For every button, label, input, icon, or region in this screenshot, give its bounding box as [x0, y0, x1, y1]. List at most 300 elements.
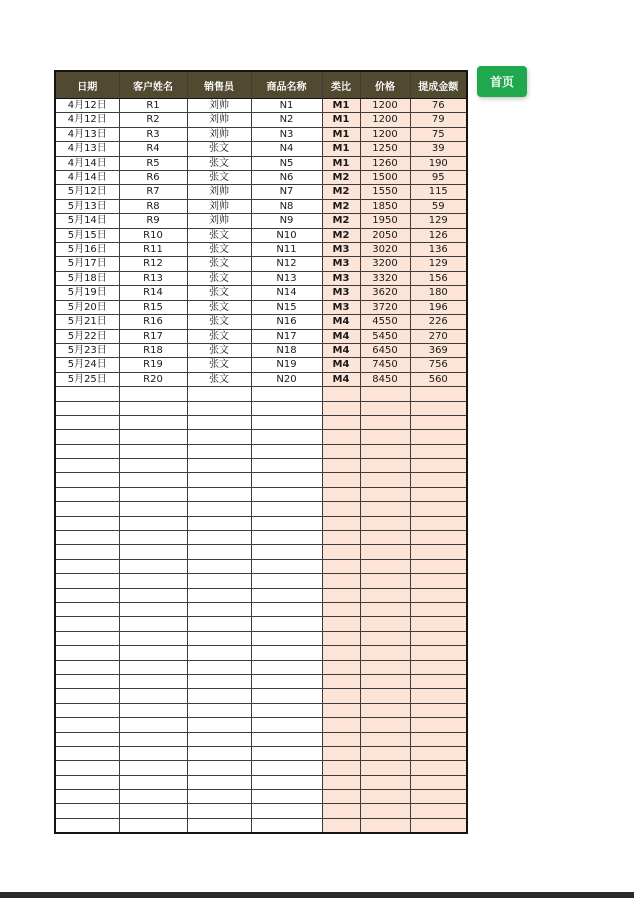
- cell-date[interactable]: 5月19日: [55, 286, 119, 300]
- cell-category[interactable]: [322, 746, 360, 760]
- cell-commission[interactable]: [410, 703, 467, 717]
- cell-salesperson[interactable]: 张文: [187, 286, 251, 300]
- cell-price[interactable]: 1260: [360, 156, 410, 170]
- cell-customer-name[interactable]: [119, 473, 187, 487]
- cell-date[interactable]: [55, 430, 119, 444]
- cell-commission[interactable]: [410, 790, 467, 804]
- cell-customer-name[interactable]: R17: [119, 329, 187, 343]
- cell-price[interactable]: 5450: [360, 329, 410, 343]
- cell-customer-name[interactable]: R1: [119, 99, 187, 113]
- cell-product-name[interactable]: [251, 473, 322, 487]
- cell-category[interactable]: [322, 804, 360, 818]
- cell-date[interactable]: [55, 588, 119, 602]
- cell-date[interactable]: 5月23日: [55, 343, 119, 357]
- cell-price[interactable]: 1550: [360, 185, 410, 199]
- cell-salesperson[interactable]: [187, 660, 251, 674]
- cell-category[interactable]: M2: [322, 185, 360, 199]
- cell-product-name[interactable]: N7: [251, 185, 322, 199]
- cell-price[interactable]: 8450: [360, 372, 410, 386]
- cell-category[interactable]: [322, 516, 360, 530]
- cell-date[interactable]: [55, 703, 119, 717]
- cell-product-name[interactable]: N6: [251, 171, 322, 185]
- cell-commission[interactable]: [410, 746, 467, 760]
- cell-price[interactable]: [360, 415, 410, 429]
- cell-price[interactable]: [360, 401, 410, 415]
- cell-date[interactable]: [55, 387, 119, 401]
- cell-customer-name[interactable]: [119, 631, 187, 645]
- cell-commission[interactable]: [410, 444, 467, 458]
- cell-salesperson[interactable]: 张文: [187, 372, 251, 386]
- cell-salesperson[interactable]: [187, 487, 251, 501]
- cell-date[interactable]: [55, 545, 119, 559]
- cell-salesperson[interactable]: [187, 617, 251, 631]
- cell-product-name[interactable]: [251, 559, 322, 573]
- cell-price[interactable]: [360, 790, 410, 804]
- cell-category[interactable]: [322, 401, 360, 415]
- cell-date[interactable]: [55, 674, 119, 688]
- cell-salesperson[interactable]: [187, 415, 251, 429]
- cell-price[interactable]: 3200: [360, 257, 410, 271]
- column-header-commission[interactable]: 提成金额: [410, 71, 467, 99]
- cell-salesperson[interactable]: 张文: [187, 257, 251, 271]
- cell-price[interactable]: [360, 574, 410, 588]
- cell-date[interactable]: [55, 761, 119, 775]
- cell-commission[interactable]: 75: [410, 127, 467, 141]
- cell-date[interactable]: 5月16日: [55, 243, 119, 257]
- cell-salesperson[interactable]: [187, 502, 251, 516]
- cell-date[interactable]: 5月18日: [55, 271, 119, 285]
- cell-date[interactable]: [55, 602, 119, 616]
- cell-salesperson[interactable]: 张文: [187, 171, 251, 185]
- cell-price[interactable]: [360, 430, 410, 444]
- cell-product-name[interactable]: [251, 818, 322, 833]
- cell-date[interactable]: [55, 718, 119, 732]
- cell-product-name[interactable]: N3: [251, 127, 322, 141]
- cell-salesperson[interactable]: [187, 804, 251, 818]
- cell-salesperson[interactable]: 刘帅: [187, 185, 251, 199]
- cell-salesperson[interactable]: [187, 761, 251, 775]
- cell-customer-name[interactable]: [119, 602, 187, 616]
- cell-price[interactable]: 7450: [360, 358, 410, 372]
- cell-customer-name[interactable]: [119, 617, 187, 631]
- cell-salesperson[interactable]: 刘帅: [187, 127, 251, 141]
- cell-product-name[interactable]: N13: [251, 271, 322, 285]
- cell-price[interactable]: [360, 689, 410, 703]
- cell-salesperson[interactable]: [187, 631, 251, 645]
- cell-category[interactable]: M1: [322, 127, 360, 141]
- cell-date[interactable]: [55, 516, 119, 530]
- cell-product-name[interactable]: [251, 588, 322, 602]
- cell-price[interactable]: 1500: [360, 171, 410, 185]
- cell-price[interactable]: [360, 746, 410, 760]
- cell-commission[interactable]: 560: [410, 372, 467, 386]
- cell-price[interactable]: [360, 588, 410, 602]
- cell-category[interactable]: M3: [322, 300, 360, 314]
- cell-commission[interactable]: [410, 761, 467, 775]
- cell-category[interactable]: M4: [322, 329, 360, 343]
- cell-customer-name[interactable]: R9: [119, 214, 187, 228]
- cell-price[interactable]: 4550: [360, 315, 410, 329]
- cell-customer-name[interactable]: R10: [119, 228, 187, 242]
- cell-category[interactable]: [322, 531, 360, 545]
- cell-commission[interactable]: 270: [410, 329, 467, 343]
- cell-salesperson[interactable]: [187, 559, 251, 573]
- cell-price[interactable]: [360, 602, 410, 616]
- cell-date[interactable]: 4月14日: [55, 156, 119, 170]
- cell-salesperson[interactable]: [187, 387, 251, 401]
- cell-salesperson[interactable]: 刘帅: [187, 199, 251, 213]
- cell-product-name[interactable]: [251, 430, 322, 444]
- cell-price[interactable]: 1950: [360, 214, 410, 228]
- cell-price[interactable]: [360, 459, 410, 473]
- cell-date[interactable]: [55, 746, 119, 760]
- cell-customer-name[interactable]: [119, 487, 187, 501]
- cell-commission[interactable]: [410, 502, 467, 516]
- cell-salesperson[interactable]: [187, 718, 251, 732]
- cell-product-name[interactable]: [251, 790, 322, 804]
- cell-category[interactable]: M1: [322, 142, 360, 156]
- cell-customer-name[interactable]: [119, 689, 187, 703]
- cell-commission[interactable]: [410, 732, 467, 746]
- cell-product-name[interactable]: N4: [251, 142, 322, 156]
- cell-salesperson[interactable]: [187, 531, 251, 545]
- cell-salesperson[interactable]: [187, 545, 251, 559]
- cell-salesperson[interactable]: [187, 746, 251, 760]
- cell-price[interactable]: 1200: [360, 113, 410, 127]
- cell-salesperson[interactable]: 张文: [187, 329, 251, 343]
- cell-category[interactable]: [322, 588, 360, 602]
- cell-category[interactable]: M2: [322, 214, 360, 228]
- cell-customer-name[interactable]: [119, 790, 187, 804]
- cell-product-name[interactable]: N1: [251, 99, 322, 113]
- cell-salesperson[interactable]: [187, 401, 251, 415]
- cell-customer-name[interactable]: R13: [119, 271, 187, 285]
- cell-commission[interactable]: 95: [410, 171, 467, 185]
- cell-salesperson[interactable]: [187, 459, 251, 473]
- cell-price[interactable]: [360, 761, 410, 775]
- cell-commission[interactable]: 369: [410, 343, 467, 357]
- cell-category[interactable]: M3: [322, 271, 360, 285]
- cell-commission[interactable]: [410, 559, 467, 573]
- cell-category[interactable]: [322, 473, 360, 487]
- cell-salesperson[interactable]: [187, 473, 251, 487]
- cell-salesperson[interactable]: [187, 732, 251, 746]
- cell-date[interactable]: 4月12日: [55, 113, 119, 127]
- cell-commission[interactable]: 59: [410, 199, 467, 213]
- cell-product-name[interactable]: [251, 602, 322, 616]
- cell-customer-name[interactable]: [119, 718, 187, 732]
- cell-customer-name[interactable]: R4: [119, 142, 187, 156]
- cell-customer-name[interactable]: [119, 818, 187, 833]
- cell-price[interactable]: [360, 732, 410, 746]
- cell-salesperson[interactable]: 刘帅: [187, 214, 251, 228]
- cell-customer-name[interactable]: [119, 387, 187, 401]
- cell-commission[interactable]: 126: [410, 228, 467, 242]
- cell-commission[interactable]: [410, 689, 467, 703]
- cell-price[interactable]: [360, 674, 410, 688]
- cell-price[interactable]: [360, 631, 410, 645]
- column-header-date[interactable]: 日期: [55, 71, 119, 99]
- cell-category[interactable]: [322, 818, 360, 833]
- cell-salesperson[interactable]: 张文: [187, 358, 251, 372]
- cell-product-name[interactable]: N18: [251, 343, 322, 357]
- cell-date[interactable]: [55, 473, 119, 487]
- cell-price[interactable]: [360, 804, 410, 818]
- cell-category[interactable]: M2: [322, 171, 360, 185]
- cell-commission[interactable]: [410, 775, 467, 789]
- cell-commission[interactable]: [410, 459, 467, 473]
- cell-commission[interactable]: [410, 487, 467, 501]
- cell-date[interactable]: [55, 415, 119, 429]
- cell-date[interactable]: [55, 459, 119, 473]
- cell-price[interactable]: [360, 660, 410, 674]
- cell-salesperson[interactable]: [187, 818, 251, 833]
- cell-commission[interactable]: [410, 646, 467, 660]
- cell-customer-name[interactable]: R20: [119, 372, 187, 386]
- column-header-salesperson[interactable]: 销售员: [187, 71, 251, 99]
- cell-price[interactable]: 3320: [360, 271, 410, 285]
- cell-price[interactable]: [360, 718, 410, 732]
- cell-date[interactable]: [55, 775, 119, 789]
- cell-customer-name[interactable]: R6: [119, 171, 187, 185]
- cell-price[interactable]: [360, 545, 410, 559]
- cell-product-name[interactable]: N19: [251, 358, 322, 372]
- cell-price[interactable]: [360, 444, 410, 458]
- cell-category[interactable]: [322, 790, 360, 804]
- cell-date[interactable]: 5月21日: [55, 315, 119, 329]
- cell-category[interactable]: [322, 631, 360, 645]
- cell-price[interactable]: [360, 531, 410, 545]
- cell-product-name[interactable]: [251, 660, 322, 674]
- cell-product-name[interactable]: N16: [251, 315, 322, 329]
- cell-category[interactable]: M1: [322, 156, 360, 170]
- column-header-customer-name[interactable]: 客户姓名: [119, 71, 187, 99]
- cell-category[interactable]: M3: [322, 243, 360, 257]
- cell-category[interactable]: [322, 718, 360, 732]
- cell-date[interactable]: 5月24日: [55, 358, 119, 372]
- cell-customer-name[interactable]: R14: [119, 286, 187, 300]
- cell-customer-name[interactable]: R5: [119, 156, 187, 170]
- cell-date[interactable]: [55, 617, 119, 631]
- cell-product-name[interactable]: N2: [251, 113, 322, 127]
- cell-date[interactable]: 5月14日: [55, 214, 119, 228]
- cell-product-name[interactable]: [251, 502, 322, 516]
- cell-product-name[interactable]: [251, 804, 322, 818]
- cell-salesperson[interactable]: [187, 516, 251, 530]
- cell-product-name[interactable]: N17: [251, 329, 322, 343]
- cell-date[interactable]: 4月12日: [55, 99, 119, 113]
- cell-customer-name[interactable]: [119, 732, 187, 746]
- cell-category[interactable]: [322, 387, 360, 401]
- cell-product-name[interactable]: [251, 631, 322, 645]
- cell-commission[interactable]: [410, 387, 467, 401]
- cell-commission[interactable]: [410, 804, 467, 818]
- cell-commission[interactable]: 190: [410, 156, 467, 170]
- cell-price[interactable]: [360, 646, 410, 660]
- cell-product-name[interactable]: N11: [251, 243, 322, 257]
- cell-customer-name[interactable]: R7: [119, 185, 187, 199]
- cell-salesperson[interactable]: [187, 602, 251, 616]
- cell-salesperson[interactable]: 张文: [187, 142, 251, 156]
- cell-product-name[interactable]: [251, 387, 322, 401]
- cell-customer-name[interactable]: R11: [119, 243, 187, 257]
- cell-category[interactable]: M3: [322, 286, 360, 300]
- cell-price[interactable]: [360, 487, 410, 501]
- cell-commission[interactable]: 129: [410, 214, 467, 228]
- cell-price[interactable]: [360, 473, 410, 487]
- cell-customer-name[interactable]: [119, 459, 187, 473]
- cell-date[interactable]: 4月13日: [55, 142, 119, 156]
- cell-salesperson[interactable]: [187, 689, 251, 703]
- cell-product-name[interactable]: [251, 444, 322, 458]
- cell-category[interactable]: [322, 574, 360, 588]
- cell-salesperson[interactable]: 张文: [187, 156, 251, 170]
- cell-customer-name[interactable]: [119, 761, 187, 775]
- cell-date[interactable]: 4月13日: [55, 127, 119, 141]
- cell-salesperson[interactable]: [187, 646, 251, 660]
- cell-date[interactable]: 5月13日: [55, 199, 119, 213]
- cell-commission[interactable]: [410, 674, 467, 688]
- cell-product-name[interactable]: [251, 459, 322, 473]
- cell-customer-name[interactable]: R18: [119, 343, 187, 357]
- cell-commission[interactable]: [410, 473, 467, 487]
- cell-product-name[interactable]: [251, 545, 322, 559]
- cell-category[interactable]: M4: [322, 343, 360, 357]
- cell-salesperson[interactable]: 刘帅: [187, 99, 251, 113]
- cell-customer-name[interactable]: [119, 430, 187, 444]
- cell-price[interactable]: [360, 502, 410, 516]
- cell-commission[interactable]: 226: [410, 315, 467, 329]
- cell-price[interactable]: 3720: [360, 300, 410, 314]
- cell-salesperson[interactable]: [187, 444, 251, 458]
- cell-customer-name[interactable]: R3: [119, 127, 187, 141]
- column-header-product-name[interactable]: 商品名称: [251, 71, 322, 99]
- cell-category[interactable]: [322, 602, 360, 616]
- cell-price[interactable]: [360, 775, 410, 789]
- cell-date[interactable]: 5月20日: [55, 300, 119, 314]
- cell-product-name[interactable]: N15: [251, 300, 322, 314]
- cell-date[interactable]: [55, 401, 119, 415]
- cell-customer-name[interactable]: [119, 574, 187, 588]
- cell-date[interactable]: [55, 574, 119, 588]
- cell-commission[interactable]: [410, 401, 467, 415]
- cell-price[interactable]: 1850: [360, 199, 410, 213]
- cell-price[interactable]: [360, 617, 410, 631]
- cell-product-name[interactable]: [251, 775, 322, 789]
- cell-customer-name[interactable]: [119, 444, 187, 458]
- cell-category[interactable]: [322, 559, 360, 573]
- cell-category[interactable]: [322, 502, 360, 516]
- cell-salesperson[interactable]: 张文: [187, 243, 251, 257]
- cell-commission[interactable]: 79: [410, 113, 467, 127]
- cell-product-name[interactable]: N20: [251, 372, 322, 386]
- cell-date[interactable]: [55, 646, 119, 660]
- cell-commission[interactable]: 156: [410, 271, 467, 285]
- cell-product-name[interactable]: [251, 516, 322, 530]
- cell-salesperson[interactable]: 刘帅: [187, 113, 251, 127]
- cell-product-name[interactable]: N9: [251, 214, 322, 228]
- cell-price[interactable]: [360, 818, 410, 833]
- cell-customer-name[interactable]: [119, 401, 187, 415]
- cell-commission[interactable]: [410, 516, 467, 530]
- cell-commission[interactable]: 180: [410, 286, 467, 300]
- cell-commission[interactable]: [410, 545, 467, 559]
- cell-price[interactable]: [360, 387, 410, 401]
- column-header-category[interactable]: 类比: [322, 71, 360, 99]
- cell-category[interactable]: [322, 459, 360, 473]
- cell-salesperson[interactable]: 张文: [187, 300, 251, 314]
- cell-price[interactable]: [360, 516, 410, 530]
- cell-date[interactable]: 5月25日: [55, 372, 119, 386]
- cell-date[interactable]: [55, 487, 119, 501]
- cell-customer-name[interactable]: [119, 559, 187, 573]
- cell-category[interactable]: M1: [322, 113, 360, 127]
- cell-category[interactable]: [322, 775, 360, 789]
- cell-category[interactable]: [322, 430, 360, 444]
- cell-category[interactable]: M4: [322, 315, 360, 329]
- cell-salesperson[interactable]: [187, 790, 251, 804]
- cell-category[interactable]: [322, 732, 360, 746]
- cell-category[interactable]: [322, 545, 360, 559]
- cell-customer-name[interactable]: [119, 775, 187, 789]
- cell-category[interactable]: M4: [322, 372, 360, 386]
- cell-commission[interactable]: 196: [410, 300, 467, 314]
- cell-salesperson[interactable]: [187, 588, 251, 602]
- cell-price[interactable]: [360, 559, 410, 573]
- cell-date[interactable]: 4月14日: [55, 171, 119, 185]
- cell-commission[interactable]: 76: [410, 99, 467, 113]
- cell-product-name[interactable]: [251, 732, 322, 746]
- cell-date[interactable]: [55, 502, 119, 516]
- cell-salesperson[interactable]: [187, 775, 251, 789]
- cell-product-name[interactable]: [251, 674, 322, 688]
- cell-date[interactable]: 5月17日: [55, 257, 119, 271]
- cell-category[interactable]: [322, 415, 360, 429]
- cell-date[interactable]: [55, 689, 119, 703]
- cell-date[interactable]: [55, 531, 119, 545]
- cell-date[interactable]: 5月12日: [55, 185, 119, 199]
- cell-date[interactable]: [55, 790, 119, 804]
- cell-date[interactable]: [55, 804, 119, 818]
- cell-category[interactable]: [322, 689, 360, 703]
- cell-category[interactable]: [322, 761, 360, 775]
- cell-customer-name[interactable]: R8: [119, 199, 187, 213]
- cell-commission[interactable]: [410, 818, 467, 833]
- cell-commission[interactable]: 115: [410, 185, 467, 199]
- cell-customer-name[interactable]: R12: [119, 257, 187, 271]
- cell-date[interactable]: [55, 818, 119, 833]
- cell-product-name[interactable]: [251, 718, 322, 732]
- cell-customer-name[interactable]: [119, 703, 187, 717]
- cell-customer-name[interactable]: [119, 502, 187, 516]
- cell-customer-name[interactable]: [119, 588, 187, 602]
- cell-category[interactable]: [322, 487, 360, 501]
- cell-product-name[interactable]: [251, 689, 322, 703]
- home-button[interactable]: 首页: [477, 66, 527, 97]
- cell-customer-name[interactable]: [119, 746, 187, 760]
- cell-commission[interactable]: 129: [410, 257, 467, 271]
- cell-category[interactable]: M4: [322, 358, 360, 372]
- cell-product-name[interactable]: [251, 415, 322, 429]
- cell-commission[interactable]: [410, 574, 467, 588]
- cell-commission[interactable]: [410, 631, 467, 645]
- cell-product-name[interactable]: N12: [251, 257, 322, 271]
- cell-date[interactable]: [55, 660, 119, 674]
- cell-price[interactable]: 6450: [360, 343, 410, 357]
- cell-product-name[interactable]: [251, 646, 322, 660]
- cell-salesperson[interactable]: [187, 574, 251, 588]
- cell-customer-name[interactable]: R19: [119, 358, 187, 372]
